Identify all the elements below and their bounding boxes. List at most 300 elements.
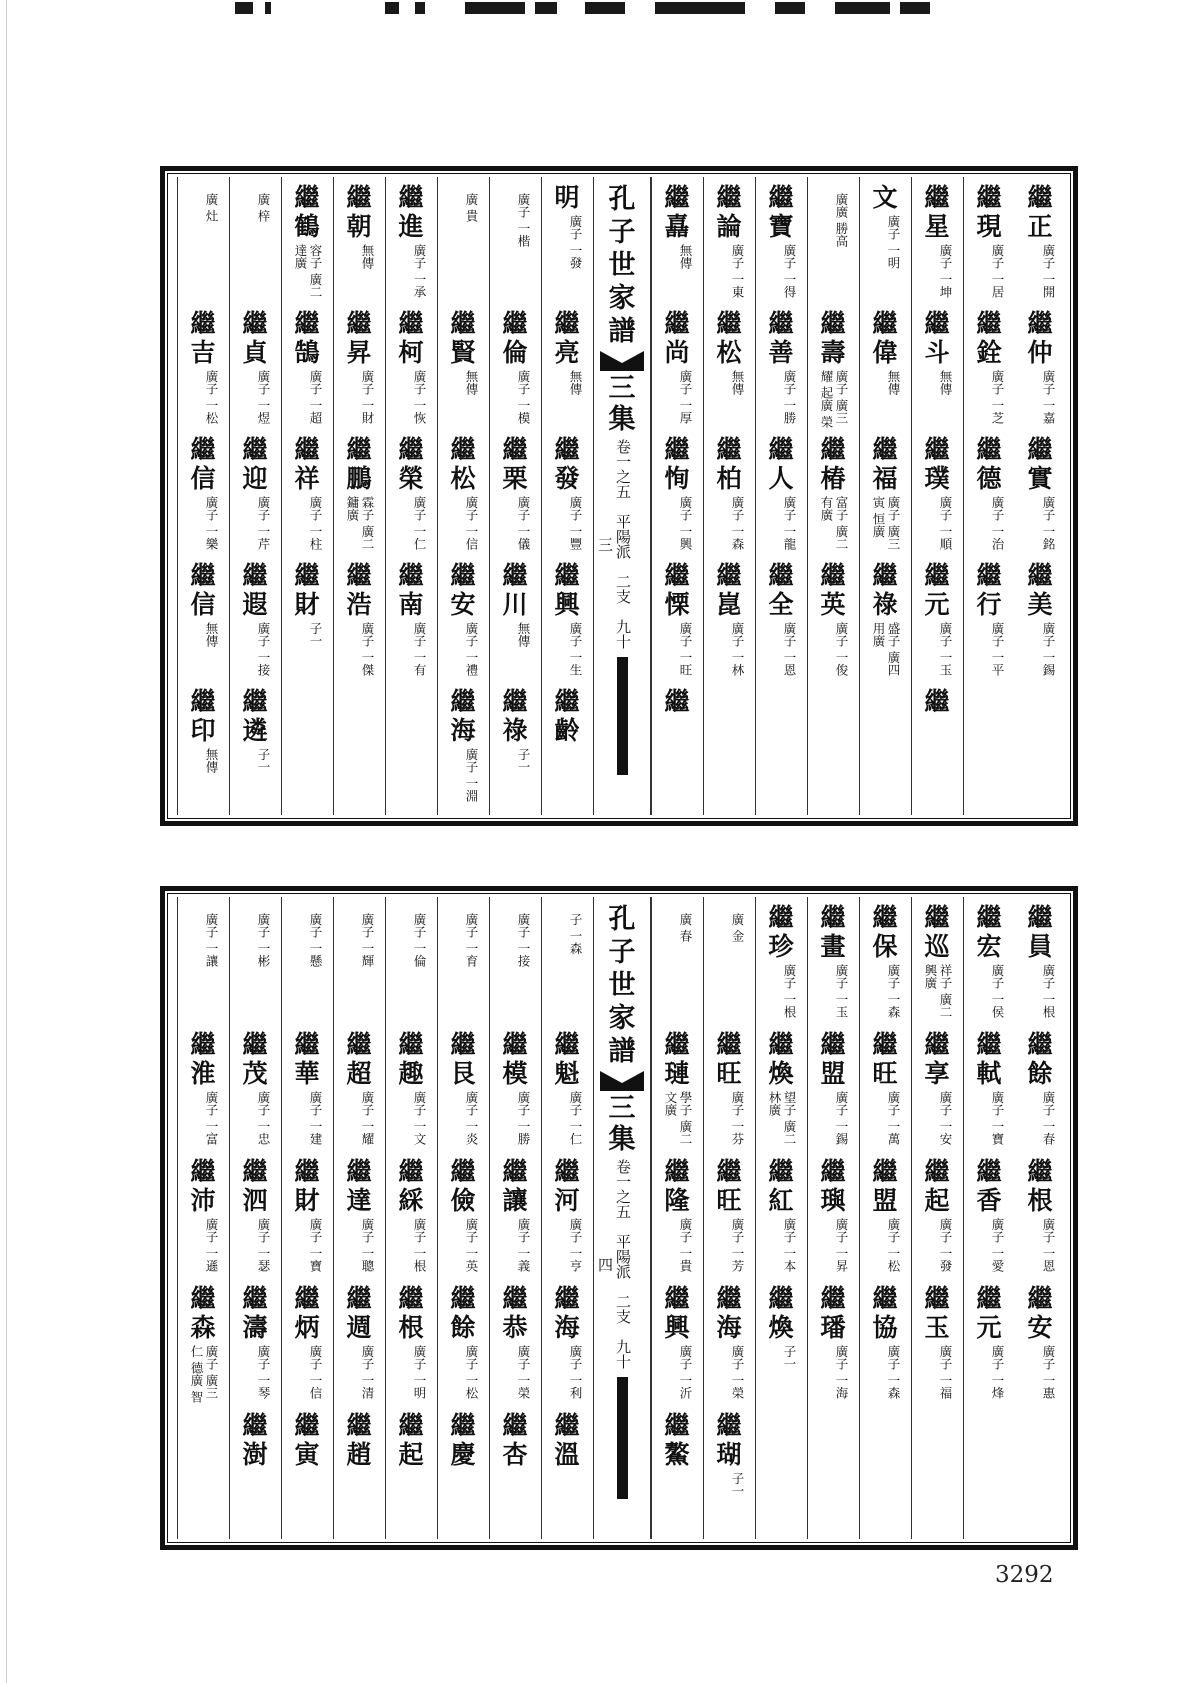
- register-entry: [336, 309, 382, 454]
- member-name: 繼柏: [716, 435, 742, 493]
- member-name: 繼人: [768, 435, 794, 493]
- member-name: 繼栗: [502, 435, 528, 493]
- member-note: 廣子 一昇: [834, 1218, 849, 1272]
- register-entry: [862, 1157, 908, 1302]
- register-column: [755, 177, 807, 815]
- register-entry: [440, 309, 486, 454]
- register-entry: [914, 183, 960, 328]
- member-note: 廣子 一育: [464, 913, 479, 967]
- member-note: 廣子 一森: [886, 1345, 901, 1399]
- member-name: 繼偉: [872, 309, 898, 367]
- member-note: 子一: [308, 622, 323, 647]
- register-entry: [440, 1284, 486, 1429]
- register-entry: [1017, 435, 1063, 580]
- register-entry: [862, 435, 908, 580]
- member-name: 繼溫: [554, 1411, 580, 1469]
- register-entry: [706, 561, 752, 706]
- member-note: 廣子 一瑟: [256, 1218, 271, 1272]
- register-entry: [388, 435, 434, 580]
- member-name: 繼根: [398, 1284, 424, 1342]
- member-name: 繼善: [768, 309, 794, 367]
- member-note: 廣子 廣三寅 恒廣: [871, 496, 901, 550]
- member-note: 無傳: [730, 370, 745, 395]
- member-name: 繼福: [872, 435, 898, 493]
- member-note: 廣子 一嘉: [1041, 370, 1056, 424]
- member-note: 廣子 一恢: [412, 370, 427, 424]
- member-name: 繼超: [346, 1030, 372, 1088]
- member-note: 廣子 一富: [204, 1091, 219, 1145]
- register-entry: [336, 561, 382, 706]
- member-name: 繼美: [1027, 561, 1053, 619]
- register-entry: [654, 183, 700, 328]
- member-note: 廣子 一芬: [730, 1091, 745, 1145]
- member-note: 廣子 廣三耀 起廣 榮: [819, 370, 849, 428]
- member-note: 廣子 一炎: [464, 1091, 479, 1145]
- member-note: 廣子 一清: [360, 1345, 375, 1399]
- member-note: 廣子 一勝: [782, 370, 797, 424]
- member-note: 廣子 一得: [782, 244, 797, 298]
- register-entry: [336, 183, 382, 328]
- member-note: 廣子 一玉: [834, 964, 849, 1018]
- member-note: 廣子 一森: [886, 964, 901, 1018]
- member-note: 廣子 一建: [308, 1091, 323, 1145]
- member-name: 繼澍: [242, 1411, 268, 1469]
- register-entry: [180, 1030, 226, 1175]
- member-note: 廣子 一龍: [782, 496, 797, 550]
- member-name: 繼週: [346, 1284, 372, 1342]
- member-name: 繼員: [1027, 903, 1053, 961]
- register-entry: [706, 183, 752, 328]
- member-note: 廣子 一萬: [886, 1091, 901, 1145]
- member-note: 廣子 一順: [938, 496, 953, 550]
- register-entry: [862, 903, 908, 1048]
- member-name: 繼沛: [190, 1157, 216, 1215]
- member-name: 繼德: [976, 435, 1002, 493]
- register-entry: [232, 1411, 278, 1539]
- member-name: 繼河: [554, 1157, 580, 1215]
- member-name: 繼旺: [716, 1157, 742, 1215]
- member-name: 繼安: [450, 561, 476, 619]
- member-note: 廣子 一旺: [678, 622, 693, 676]
- register-entry: [284, 1284, 330, 1429]
- member-name: 繼安: [1027, 1284, 1053, 1342]
- member-name: 繼正: [1027, 183, 1053, 241]
- member-note: 廣子 一輝: [360, 913, 375, 967]
- register-column: [807, 177, 859, 815]
- title-strip: [593, 177, 651, 815]
- member-note: 廣子 一坤: [938, 244, 953, 298]
- member-name: 繼旺: [872, 1030, 898, 1088]
- member-note: 廣子 一信: [464, 496, 479, 550]
- register-entry: [388, 1030, 434, 1175]
- register-entry: [492, 561, 538, 706]
- register-entry: [966, 561, 1012, 706]
- member-note: 廣子 一耀: [360, 1091, 375, 1145]
- member-note: 廣子 一模: [516, 370, 531, 424]
- register-entry: [336, 1284, 382, 1429]
- register-entry: [654, 435, 700, 580]
- register-entry: [810, 1030, 856, 1175]
- member-note: 廣子 一烽: [990, 1345, 1005, 1399]
- member-name: 繼巡: [924, 903, 950, 961]
- register-entry: [336, 1157, 382, 1302]
- member-note: 廣子 一楷: [516, 193, 531, 247]
- register-entry: [284, 1411, 330, 1539]
- register-entry: [1017, 1284, 1063, 1429]
- member-note: 廣子 一錫: [834, 1091, 849, 1145]
- member-name: 明: [554, 183, 580, 212]
- member-note: 祥子 廣二 興廣: [923, 964, 953, 1018]
- member-name: 繼祥: [294, 435, 320, 493]
- register-entry: [544, 1157, 590, 1302]
- member-name: 繼海: [450, 687, 476, 745]
- page-info: 卷一之五 平陽派 二支 九十三: [596, 439, 632, 649]
- member-name: 繼財: [294, 561, 320, 619]
- register-column: [1015, 897, 1067, 1539]
- register-entry: [966, 1030, 1012, 1175]
- register-entry: [232, 1157, 278, 1302]
- top-scan-artifact: [235, 0, 935, 16]
- member-note: 廣子 一愛: [990, 1218, 1005, 1272]
- member-note: 廣子 一本: [782, 1218, 797, 1272]
- register-entry: [388, 183, 434, 328]
- member-name: 繼海: [554, 1284, 580, 1342]
- member-note: 廣子 一仁: [412, 496, 427, 550]
- member-note: 廣子 一淵: [464, 748, 479, 802]
- member-note: 廣子 一仁: [568, 1091, 583, 1145]
- member-name: 繼祿: [872, 561, 898, 619]
- member-name: 繼興: [554, 561, 580, 619]
- register-entry: [492, 687, 538, 815]
- member-note: 廣子 一恩: [1041, 1218, 1056, 1272]
- member-note: 廣子 一寶: [990, 1091, 1005, 1145]
- member-name: 繼川: [502, 561, 528, 619]
- register-entry: [492, 1284, 538, 1429]
- member-name: 繼迎: [242, 435, 268, 493]
- register-entry: [180, 435, 226, 580]
- lower-page: [160, 886, 1078, 1550]
- member-name: 繼鵠: [294, 309, 320, 367]
- page-info: 卷一之五 平陽派 二支 九十四: [596, 1159, 632, 1369]
- member-note: 廣子 一松: [886, 1218, 901, 1272]
- member-name: 繼盟: [872, 1157, 898, 1215]
- register-entry: [336, 1030, 382, 1175]
- member-name: 繼趙: [346, 1411, 372, 1469]
- member-name: 繼紅: [768, 1157, 794, 1215]
- register-entry: [232, 687, 278, 815]
- member-name: 繼杏: [502, 1411, 528, 1469]
- register-column: [177, 177, 229, 815]
- register-entry: [440, 1157, 486, 1302]
- member-name: 繼模: [502, 1030, 528, 1088]
- register-column: [229, 897, 281, 1539]
- book-title: 孔子世家譜: [608, 184, 636, 347]
- register-column: [281, 177, 333, 815]
- member-note: 廣子 一侯: [990, 964, 1005, 1018]
- register-entry: [810, 1157, 856, 1302]
- member-name: 繼泗: [242, 1157, 268, 1215]
- member-name: 繼軾: [976, 1030, 1002, 1088]
- member-note: 廣子 一懸: [308, 913, 323, 967]
- register-entry: [1017, 309, 1063, 454]
- register-entry: [180, 309, 226, 454]
- member-note: 無傳: [678, 244, 693, 269]
- register-entry: [440, 687, 486, 815]
- register-entry: [544, 1284, 590, 1429]
- title-strip-bar: [617, 657, 628, 775]
- register-entry: [966, 309, 1012, 454]
- member-name: 繼玉: [924, 1284, 950, 1342]
- member-name: 繼珍: [768, 903, 794, 961]
- member-name: 繼松: [716, 309, 742, 367]
- member-name: 繼信: [190, 435, 216, 493]
- register-entry: [284, 561, 330, 706]
- member-note: 廣子 一文: [412, 1091, 427, 1145]
- fishtail-mark-icon: [600, 349, 644, 371]
- register-entry: [336, 435, 382, 580]
- member-note: 廣子 一松: [204, 370, 219, 424]
- register-entry: [654, 903, 700, 1048]
- register-entry: [706, 903, 752, 1048]
- member-note: 廣子 一傑: [360, 622, 375, 676]
- register-entry: [388, 561, 434, 706]
- member-note: 廣子 一英: [464, 1218, 479, 1272]
- member-note: 子一: [516, 748, 531, 773]
- member-name: 繼瑚: [716, 1411, 742, 1469]
- member-name: 繼起: [398, 1411, 424, 1469]
- member-note: 廣子 一開: [1041, 244, 1056, 298]
- register-column: [437, 897, 489, 1539]
- register-entry: [706, 1284, 752, 1429]
- member-name: 繼: [924, 687, 950, 716]
- register-column: [651, 177, 703, 815]
- member-name: 繼炳: [294, 1284, 320, 1342]
- member-name: 繼煥: [768, 1284, 794, 1342]
- member-name: 繼發: [554, 435, 580, 493]
- member-note: 廣子 一海: [834, 1345, 849, 1399]
- register-entry: [544, 561, 590, 706]
- register-entry: [914, 1284, 960, 1429]
- member-name: 繼香: [976, 1157, 1002, 1215]
- member-note: 廣子 一平: [990, 622, 1005, 676]
- register-column: [229, 177, 281, 815]
- register-entry: [654, 1411, 700, 1539]
- member-name: 繼達: [346, 1157, 372, 1215]
- member-name: 繼慄: [664, 561, 690, 619]
- title-strip: [593, 897, 651, 1539]
- member-name: 繼倫: [502, 309, 528, 367]
- register-entry: [706, 1411, 752, 1539]
- member-note: 廣子 廣三仁 德廣 智: [189, 1345, 219, 1403]
- member-name: 繼森: [190, 1284, 216, 1342]
- register-entry: [966, 183, 1012, 328]
- member-name: 繼現: [976, 183, 1002, 241]
- member-note: 無傳: [938, 370, 953, 395]
- register-entry: [388, 903, 434, 1048]
- member-name: 繼璠: [820, 1284, 846, 1342]
- member-note: 廣子 一倫: [412, 913, 427, 967]
- member-note: 廣子 一惠: [1041, 1345, 1056, 1399]
- member-note: 廣子 一聰: [360, 1218, 375, 1272]
- member-name: 繼恭: [502, 1284, 528, 1342]
- register-entry: [758, 561, 804, 706]
- member-note: 霖子 廣二 鏞廣: [345, 496, 375, 550]
- register-entry: [706, 1157, 752, 1302]
- member-note: 廣子 一利: [568, 1345, 583, 1399]
- member-note: 廣子 一芝: [990, 370, 1005, 424]
- member-name: 繼儉: [450, 1157, 476, 1215]
- page-number: 3292: [995, 1562, 1054, 1588]
- member-note: 廣子 一芳: [730, 1218, 745, 1272]
- register-entry: [544, 435, 590, 580]
- member-note: 廣子 一居: [990, 244, 1005, 298]
- member-note: 廣子 一恩: [782, 622, 797, 676]
- member-name: 繼璵: [820, 1157, 846, 1215]
- member-name: 繼鵬: [346, 435, 372, 493]
- member-name: 繼賢: [450, 309, 476, 367]
- register-entry: [440, 183, 486, 328]
- member-name: 繼祿: [502, 687, 528, 745]
- member-name: 繼實: [1027, 435, 1053, 493]
- register-entry: [810, 1284, 856, 1429]
- member-note: 廣 灶: [204, 193, 219, 222]
- member-note: 廣子 一遜: [204, 1218, 219, 1272]
- member-note: 廣子 一根: [1041, 964, 1056, 1018]
- register-entry: [336, 1411, 382, 1539]
- register-entry: [1017, 1157, 1063, 1302]
- member-note: 廣子 一榮: [730, 1345, 745, 1399]
- member-note: 廣子 一讓: [204, 913, 219, 967]
- register-entry: [654, 687, 700, 815]
- register-entry: [284, 903, 330, 1048]
- member-name: 繼朝: [346, 183, 372, 241]
- member-note: 廣子 一松: [464, 1345, 479, 1399]
- member-note: 盛子 廣四 用廣: [871, 622, 901, 676]
- register-entry: [758, 183, 804, 328]
- register-entry: [388, 309, 434, 454]
- member-note: 廣子 一貴: [678, 1218, 693, 1272]
- register-column: [911, 897, 963, 1539]
- member-name: 繼餘: [1027, 1030, 1053, 1088]
- member-name: 繼尚: [664, 309, 690, 367]
- register-column: [385, 897, 437, 1539]
- register-entry: [758, 1284, 804, 1429]
- register-entry: [914, 1030, 960, 1175]
- register-entry: [232, 1030, 278, 1175]
- member-note: 廣子 一信: [308, 1345, 323, 1399]
- register-column: [489, 177, 541, 815]
- register-column: [859, 177, 911, 815]
- member-name: 繼財: [294, 1157, 320, 1215]
- register-entry: [180, 1284, 226, 1429]
- member-note: 子一: [782, 1345, 797, 1370]
- register-column: [333, 177, 385, 815]
- register-entry: [544, 903, 590, 1048]
- register-entry: [440, 1411, 486, 1539]
- member-name: 繼壽: [820, 309, 846, 367]
- member-name: 繼吉: [190, 309, 216, 367]
- member-name: 繼璞: [924, 435, 950, 493]
- register-entry: [284, 1157, 330, 1302]
- register-entry: [180, 903, 226, 1048]
- member-name: 繼鶴: [294, 183, 320, 241]
- register-entry: [914, 687, 960, 815]
- register-column: [755, 897, 807, 1539]
- register-entry: [284, 435, 330, 580]
- member-note: 廣子 一煜: [256, 370, 271, 424]
- member-note: 廣子 一彬: [256, 913, 271, 967]
- member-note: 廣子 一柱: [308, 496, 323, 550]
- member-note: 無傳: [204, 748, 219, 773]
- member-name: 繼寶: [768, 183, 794, 241]
- register-column: [963, 897, 1015, 1539]
- register-column: [541, 897, 593, 1539]
- member-note: 廣子 一芹: [256, 496, 271, 550]
- register-entry: [914, 903, 960, 1048]
- member-name: 繼遴: [242, 687, 268, 745]
- register-entry: [758, 1030, 804, 1175]
- member-name: 繼齡: [554, 687, 580, 745]
- member-name: 繼興: [664, 1284, 690, 1342]
- register-entry: [862, 1030, 908, 1175]
- register-column: [489, 897, 541, 1539]
- register-entry: [232, 561, 278, 706]
- register-entry: [966, 1284, 1012, 1429]
- member-note: 廣子 一財: [360, 370, 375, 424]
- member-note: 廣子 一有: [412, 622, 427, 676]
- member-name: 繼煥: [768, 1030, 794, 1088]
- member-note: 子一: [256, 748, 271, 773]
- register-entry: [544, 1030, 590, 1175]
- member-name: 繼恂: [664, 435, 690, 493]
- register-entry: [654, 1284, 700, 1429]
- member-name: 繼論: [716, 183, 742, 241]
- register-entry: [284, 183, 330, 328]
- member-note: 廣子 一儀: [516, 496, 531, 550]
- member-name: 繼淮: [190, 1030, 216, 1088]
- register-entry: [654, 561, 700, 706]
- upper-page-grid: [171, 177, 1067, 815]
- member-note: 廣子 一樂: [204, 496, 219, 550]
- member-name: 繼華: [294, 1030, 320, 1088]
- register-entry: [810, 309, 856, 454]
- register-entry: [440, 1030, 486, 1175]
- member-note: 廣子 一接: [256, 622, 271, 676]
- register-entry: [914, 309, 960, 454]
- register-entry: [492, 1030, 538, 1175]
- member-name: 繼銓: [976, 309, 1002, 367]
- member-note: 子 一森: [568, 913, 583, 955]
- register-entry: [388, 1411, 434, 1539]
- register-entry: [180, 1157, 226, 1302]
- book-title: 孔子世家譜: [608, 904, 636, 1067]
- register-column: [703, 897, 755, 1539]
- register-entry: [758, 309, 804, 454]
- member-note: 廣子 一寶: [308, 1218, 323, 1272]
- register-column: [703, 177, 755, 815]
- member-name: 繼綵: [398, 1157, 424, 1215]
- member-note: 廣廣 勝高: [834, 193, 849, 247]
- register-entry: [706, 435, 752, 580]
- member-note: 廣子 一銘: [1041, 496, 1056, 550]
- register-column: [911, 177, 963, 815]
- member-name: 繼椿: [820, 435, 846, 493]
- register-entry: [758, 903, 804, 1048]
- member-name: 繼浩: [346, 561, 372, 619]
- member-name: 文: [872, 183, 898, 212]
- register-entry: [862, 183, 908, 328]
- member-note: 容子 廣二 達廣: [293, 244, 323, 298]
